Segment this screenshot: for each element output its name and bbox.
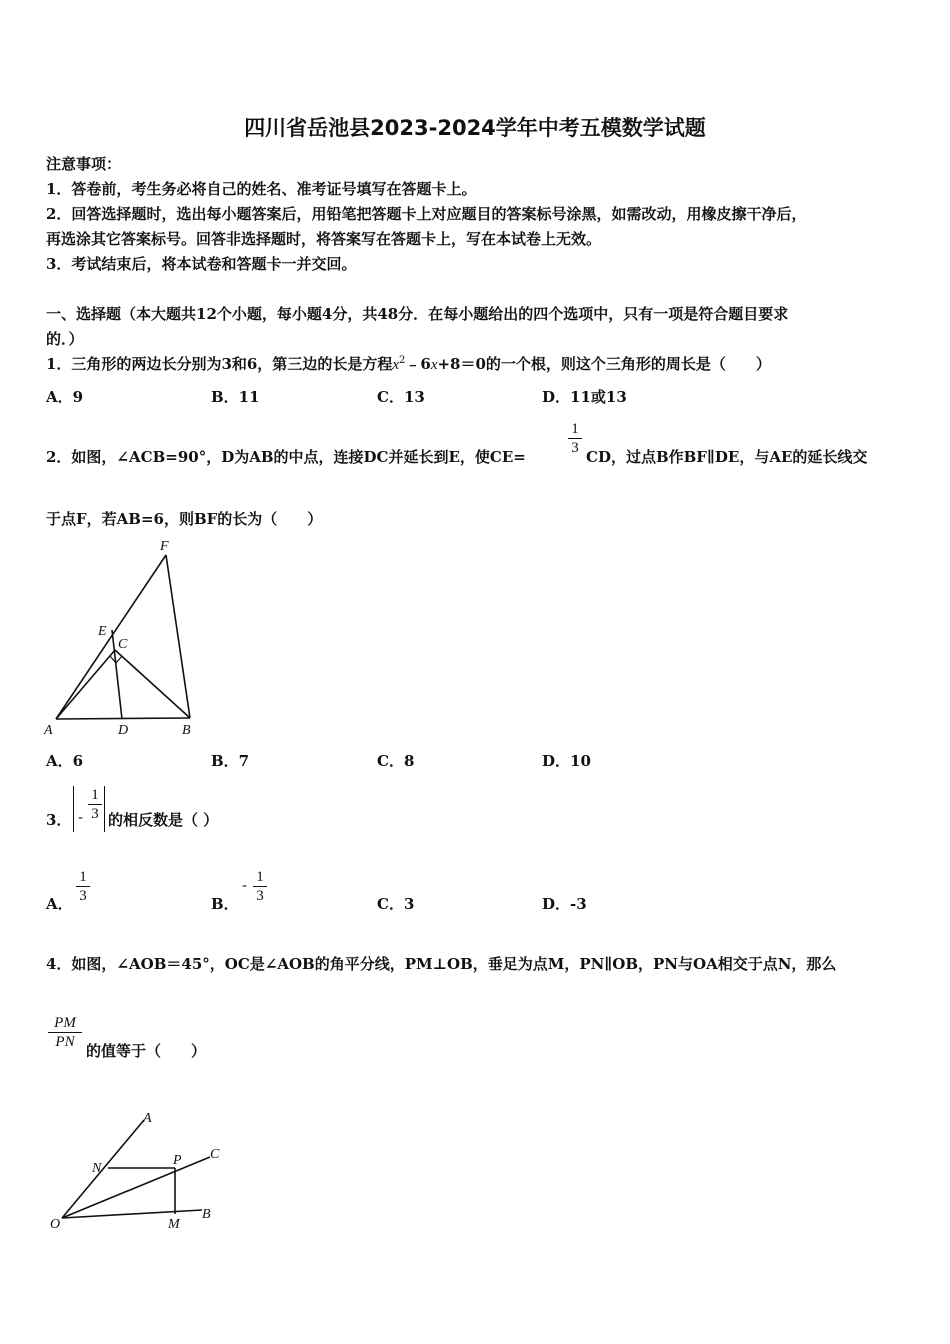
q3-opt-a-den: 3 (79, 888, 87, 904)
q3-suffix: 的相反数是（ ） (108, 811, 219, 829)
question-4: 4．如图，∠AOB＝45°，OC是∠AOB的角平分线，PM⊥OB，垂足为点M，PN∥OB，PN与OA相交于点N，那么 (46, 955, 837, 973)
q1-sup: 2 (399, 355, 406, 366)
q2-option-c[interactable]: C．8 (377, 752, 415, 770)
question-2: 2．如图，∠ACB=90°，D为AB的中点，连接DC并延长到E，使CE= (46, 448, 526, 466)
q3-option-c[interactable]: C．3 (377, 895, 415, 913)
q2-frac-num: 1 (571, 421, 579, 437)
seg-ab (56, 718, 190, 719)
q1-prefix: 1．三角形的两边长分别为3和6，第三边的长是方程 (46, 355, 393, 373)
q2-fraction (568, 420, 582, 457)
page-title: 四川省岳池县2023-2024学年中考五模数学试题 (244, 116, 706, 140)
notice-item: 3．考试结束后，将本试卷和答题卡一并交回。 (46, 255, 357, 273)
question-2-line2: 于点F，若AB=6，则BF的长为（ ） (46, 510, 323, 528)
notice-item: 2．回答选择题时，选出每小题答案后，用铅笔把答题卡上对应题目的答案标号涂黑，如需改动，用橡皮擦干净后， (46, 205, 807, 223)
seg-fb (166, 555, 190, 718)
label-d: D (118, 723, 129, 738)
q3-opt-b-num: 1 (256, 869, 264, 885)
q4-frac-den: PN (55, 1034, 75, 1050)
q1-var: x (392, 357, 399, 373)
label-o: O (50, 1217, 61, 1232)
notice-item: 1．答卷前，考生务必将自己的姓名、准考证号填写在答题卡上。 (46, 180, 477, 198)
q1-suffix-a: ﹣6 (405, 355, 431, 373)
label-n: N (92, 1161, 102, 1176)
q3-option-a-fraction[interactable] (76, 868, 90, 905)
q1-var2: x (430, 357, 438, 373)
q3-opt-a-num: 1 (79, 869, 87, 885)
question-1 (46, 353, 771, 374)
q2-figure (40, 535, 210, 740)
q3-frac-den: 3 (91, 806, 99, 822)
abs-bar-right (104, 786, 105, 832)
label-p: P (173, 1153, 182, 1168)
q3-option-a-label[interactable]: A． (46, 895, 73, 913)
ray-oc (62, 1157, 210, 1218)
q4-figure (40, 1100, 240, 1240)
label-a: A (44, 723, 53, 738)
label-m: M (168, 1217, 180, 1232)
seg-ac (56, 650, 115, 719)
label-f: F (160, 539, 169, 554)
q3-opt-b-minus: - (242, 876, 248, 894)
q3-option-d[interactable]: D．-3 (542, 895, 587, 913)
q1-option-d[interactable]: D．11或13 (542, 388, 627, 406)
label-a: A (143, 1111, 152, 1126)
section-heading-cont: 的．） (46, 330, 84, 348)
notice-item: 再选涂其它答案标号。回答非选择题时，将答案写在答题卡上，写在本试卷上无效。 (46, 230, 602, 248)
q1-suffix-b: +8＝0的一个根，则这个三角形的周长是（ ） (437, 355, 771, 373)
label-b: B (182, 723, 191, 738)
q3-minus: - (78, 808, 84, 826)
label-e: E (98, 624, 107, 639)
q4-frac-num: PM (54, 1015, 76, 1031)
q4-fraction (48, 1014, 82, 1051)
q3-opt-b-den: 3 (256, 888, 264, 904)
q3-number: 3． (46, 811, 72, 829)
label-c: C (118, 637, 128, 652)
question-4-suffix: 的值等于（ ） (86, 1042, 207, 1060)
abs-bar-left (73, 786, 74, 832)
q1-option-b[interactable]: B．11 (211, 388, 260, 406)
ray-ob (62, 1210, 202, 1218)
q2-option-a[interactable]: A．6 (46, 752, 84, 770)
q2-option-b[interactable]: B．7 (211, 752, 250, 770)
seg-af (56, 555, 166, 719)
seg-cb (115, 650, 190, 718)
q1-option-c[interactable]: C．13 (377, 388, 425, 406)
label-b: B (202, 1207, 211, 1222)
q3-frac-num: 1 (91, 787, 99, 803)
q3-option-b-label[interactable]: B． (211, 895, 239, 913)
q2-option-d[interactable]: D．10 (542, 752, 591, 770)
notice-heading: 注意事项： (46, 155, 122, 173)
section-heading: 一、选择题（本大题共12个小题，每小题4分，共48分．在每小题给出的四个选项中，只有一项是符合题目要求 (46, 305, 789, 323)
q2-frac-den: 3 (571, 440, 579, 456)
question-2-suffix: CD，过点B作BF∥DE，与AE的延长线交 (586, 448, 868, 466)
q1-option-a[interactable]: A．9 (46, 388, 84, 406)
ray-oa (62, 1120, 144, 1218)
label-c: C (210, 1147, 220, 1162)
q3-fraction (88, 786, 102, 823)
q3-option-b-fraction[interactable] (253, 868, 267, 905)
